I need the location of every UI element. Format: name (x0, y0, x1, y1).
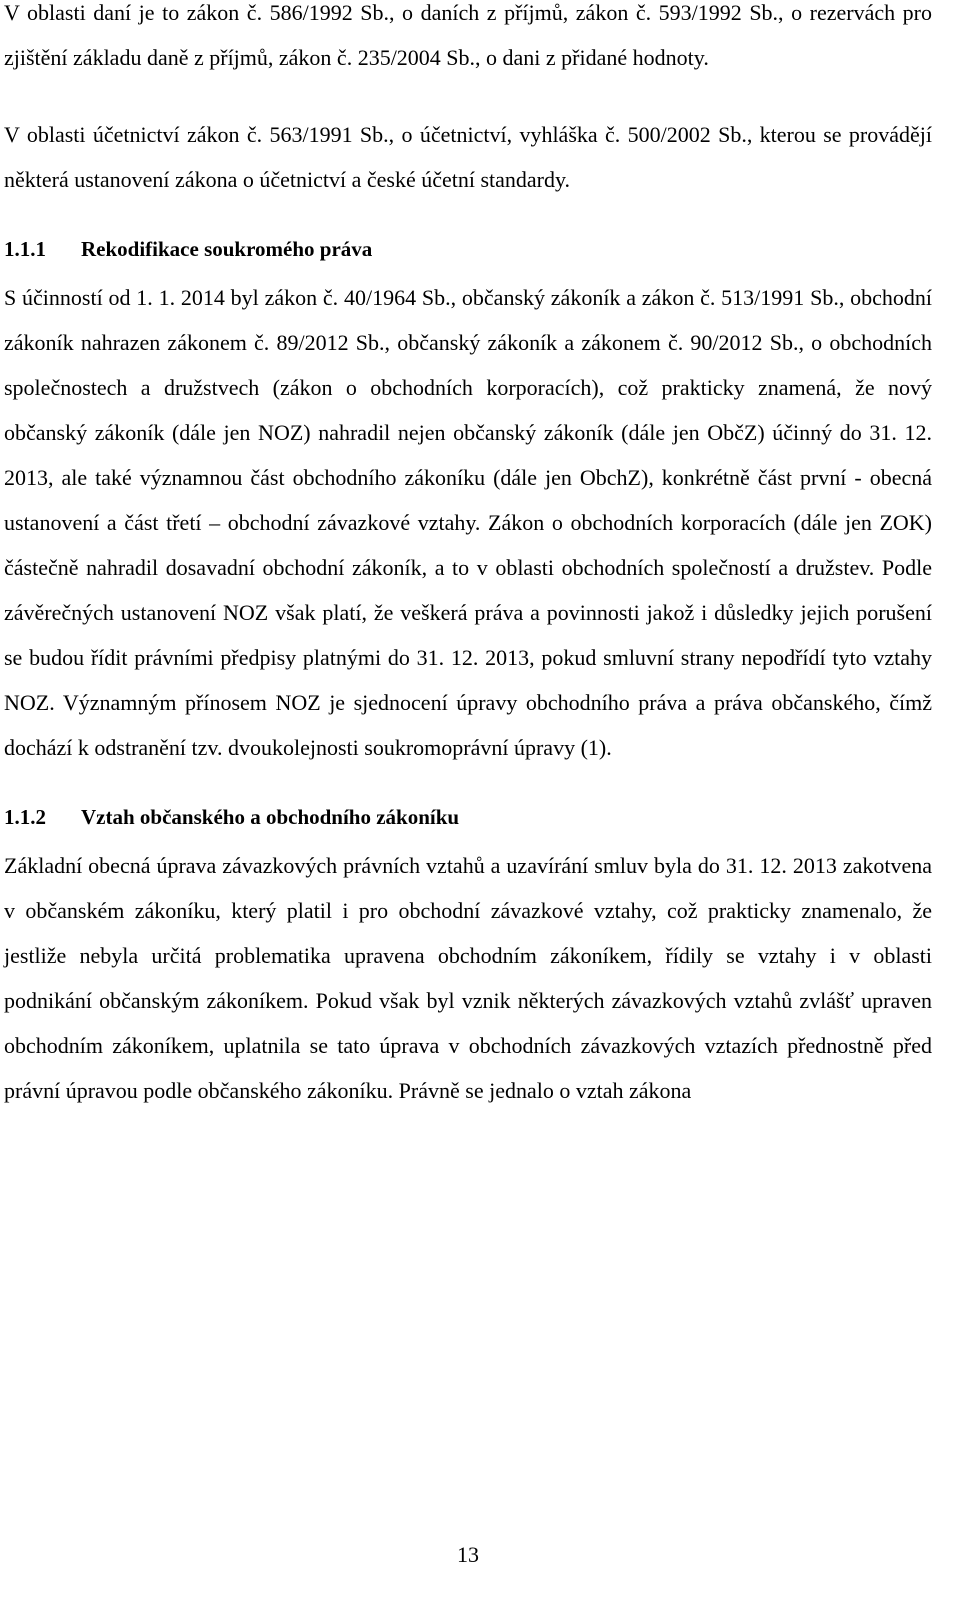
paragraph-recodification: S účinností od 1. 1. 2014 byl zákon č. 40/1964 Sb., občanský zákoník a zákon č. 513/1991 Sb., obchodní zákoník nahrazen zákonem č. 89/2012 Sb., občanský zákoník a zákonem č. 90/2012 Sb., o obchodních společnostech a družstvech (zákon o obchodních korporacích), což prakticky znamená, že nový občanský zákoník (dále jen NOZ) nahradil nejen občanský zákoník (dále jen ObčZ) účinný do 31. 12. 2013, ale také významnou část obchodního zákoníku (dále jen ObchZ), konkrétně část první - obecná ustanovení a část třetí – obchodní závazkové vztahy. Zákon o obchodních korporacích (dále jen ZOK) částečně nahradil dosavadní obchodní zákoník, a to v oblasti obchodních společností a družstev. Podle závěrečných ustanovení NOZ však platí, že veškerá práva a povinnosti jakož i důsledky jejich porušení se budou řídit právními předpisy platnými do 31. 12. 2013, pokud smluvní strany nepodřídí tyto vztahy NOZ. Významným přínosem NOZ je sjednocení úpravy obchodního práva a práva občanského, čímž dochází k odstranění tzv. dvoukolejnosti soukromoprávní úpravy (1). (4, 285, 932, 760)
section-title: Vztah občanského a obchodního zákoníku (81, 805, 460, 829)
section-heading-recodification (4, 234, 932, 264)
section-number: 1.1.2 (4, 805, 46, 829)
section-number: 1.1.1 (4, 237, 46, 261)
document-page (4, 0, 932, 1113)
paragraph-accounting-law: V oblasti účetnictví zákon č. 563/1991 Sb., o účetnictví, vyhláška č. 500/2002 Sb., kterou se provádějí některá ustanovení zákona o účetnictví a české účetní standardy. (4, 122, 932, 192)
paragraph-relation: Základní obecná úprava závazkových právních vztahů a uzavírání smluv byla do 31. 12. 2013 zakotvena v občanském zákoníku, který platil i pro obchodní závazkové vztahy, což prakticky znamenalo, že jestliže nebyla určitá problematika upravena obchodním zákoníkem, řídily se vztahy i v oblasti podnikání občanským zákoníkem. Pokud však byl vznik některých závazkových vztahů zvlášť upraven obchodním zákoníkem, uplatnila se tato úprava v obchodních závazkových vztazích přednostně před právní úpravou podle občanského zákoníku. Právně se jednalo o vztah zákona (4, 853, 932, 1103)
section-title: Rekodifikace soukromého práva (81, 237, 373, 261)
paragraph-tax-law: V oblasti daní je to zákon č. 586/1992 Sb., o daních z příjmů, zákon č. 593/1992 Sb., o rezervách pro zjištění základu daně z příjmů, zákon č. 235/2004 Sb., o dani z přidané hodnoty. (4, 0, 932, 70)
section-heading-relation (4, 802, 932, 832)
page-number: 13 (457, 1542, 479, 1567)
